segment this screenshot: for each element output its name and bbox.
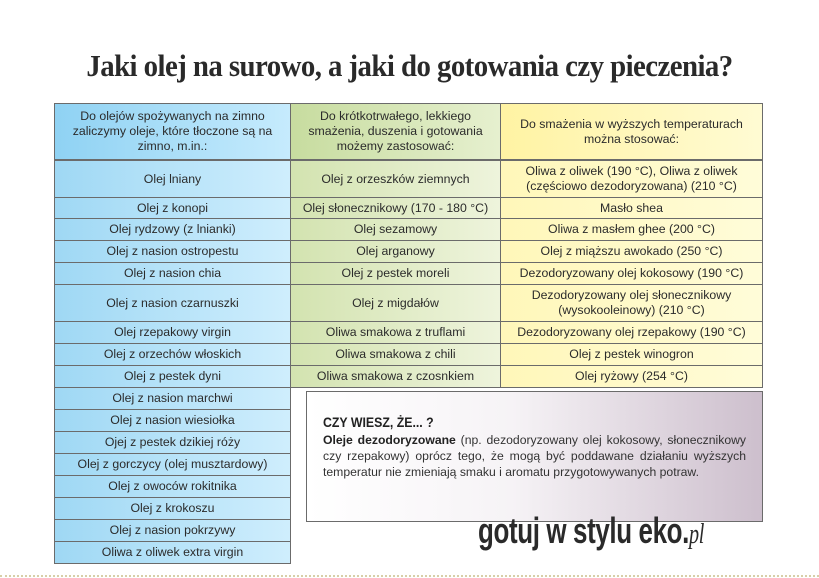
table-cell: Olej z konopi: [54, 197, 291, 219]
table-cell: Olej z nasion wiesiołka: [54, 409, 291, 432]
did-you-know-bold: Oleje dezodoryzowane: [323, 433, 456, 447]
table-cell: Oliwa smakowa z chili: [290, 343, 501, 366]
did-you-know-heading: CZY WIESZ, ŻE... ?: [323, 414, 434, 430]
table-cell: Olej z nasion marchwi: [54, 387, 291, 410]
table-cell: Olej rzepakowy virgin: [54, 321, 291, 344]
page-title: Jaki olej na surowo, a jaki do gotowania czy pieczenia?: [86, 48, 733, 83]
table-cell: Olej z orzeszków ziemnych: [290, 160, 501, 198]
table-cell: Olej z pestek dyni: [54, 365, 291, 388]
table-cell: Olej z nasion czarnuszki: [54, 284, 291, 322]
table-cell: Ojej z pestek dzikiej róży: [54, 431, 291, 454]
brand-logo-main: gotuj w stylu eko.: [478, 510, 689, 551]
table-cell: Dezodoryzowany olej rzepakowy (190 °C): [500, 321, 763, 344]
table-cell: Olej z orzechów włoskich: [54, 343, 291, 366]
table-cell: Olej arganowy: [290, 240, 501, 263]
table-cell: Olej z nasion chia: [54, 262, 291, 285]
did-you-know-box: [306, 391, 763, 522]
did-you-know-text: [323, 432, 746, 480]
table-cell: Olej z migdałów: [290, 284, 501, 322]
table-cell: Olej sezamowy: [290, 218, 501, 241]
table-cell: Oliwa smakowa z truflami: [290, 321, 501, 344]
header-high-temp: Do smażenia w wyższych temperaturach można stosować:: [500, 103, 763, 160]
table-cell: Oliwa z masłem ghee (200 °C): [500, 218, 763, 241]
table-cell: Masło shea: [500, 197, 763, 219]
table-cell: Olej z pestek moreli: [290, 262, 501, 285]
table-cell: Olej ryżowy (254 °C): [500, 365, 763, 388]
table-cell: Olej z owoców rokitnika: [54, 475, 291, 498]
table-cell: Olej z nasion pokrzywy: [54, 519, 291, 542]
footer-divider: [0, 575, 819, 577]
table-cell: Olej z pestek winogron: [500, 343, 763, 366]
table-cell: Olej z nasion ostropestu: [54, 240, 291, 263]
table-cell: Olej z gorczycy (olej musztardowy): [54, 453, 291, 476]
did-you-know-body: (np. dezodoryzowany olej kokosowy, słonecznikowy czy rzepakowy) oprócz tego, że mogą być poddawane działaniu wyższych temperatur nie zmieniają smaku i aromatu przygotowywanych potraw.: [323, 433, 747, 479]
brand-logo: [478, 510, 704, 552]
table-cell: Oliwa smakowa z czosnkiem: [290, 365, 501, 388]
table-cell: Dezodoryzowany olej słonecznikowy (wysokooleinowy) (210 °C): [500, 284, 763, 322]
table-cell: Olej słonecznikowy (170 - 180 °C): [290, 197, 501, 219]
header-cold: Do olejów spożywanych na zimno zaliczymy oleje, które tłoczone są na zimno, m.in.:: [54, 103, 291, 160]
brand-logo-tld: pl: [688, 519, 704, 550]
table-cell: Olej rydzowy (z lnianki): [54, 218, 291, 241]
table-cell: Oliwa z oliwek extra virgin: [54, 541, 291, 564]
table-cell: Dezodoryzowany olej kokosowy (190 °C): [500, 262, 763, 285]
header-light-frying: Do krótkotrwałego, lekkiego smażenia, duszenia i gotowania możemy zastosować:: [290, 103, 501, 160]
table-cell: Oliwa z oliwek (190 °C), Oliwa z oliwek (częściowo dezodoryzowana) (210 °C): [500, 160, 763, 198]
table-cell: Olej z miąższu awokado (250 °C): [500, 240, 763, 263]
table-cell: Olej z krokoszu: [54, 497, 291, 520]
table-cell: Olej lniany: [54, 160, 291, 198]
